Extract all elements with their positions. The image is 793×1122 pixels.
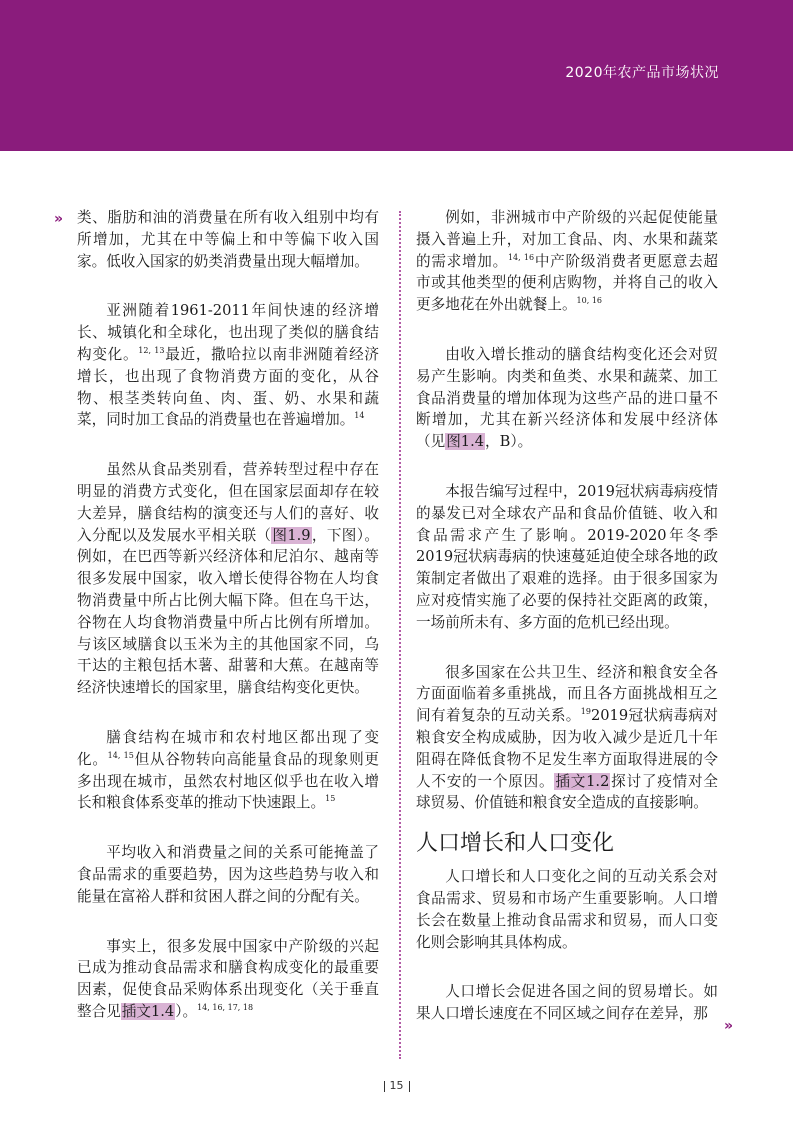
column-divider: [399, 211, 401, 1059]
footer-separator: [384, 1081, 385, 1092]
box-link[interactable]: 插文1.2: [555, 772, 610, 790]
paragraph: 类、脂肪和油的消费量在所有收入组别中均有所增加，尤其在中等偏上和中等偏下收入国家。低收入国家的奶类消费量出现大幅增加。: [77, 209, 379, 270]
paragraph: 人口增长会促进各国之间的贸易增长。如果人口增长速度在不同区域之间存在差异，那: [416, 983, 718, 1023]
page-footer: [0, 1079, 793, 1092]
paragraph: 亚洲随着1961-2011年间快速的经济增长、城镇化和全球化，也出现了类似的膳食结构变化。$^{12, 13}$最近，撒哈拉以南非洲随着经济增长，也出现了食物消费方面的变化，从谷物、根茎类转向鱼、肉、蛋、奶、水果和蔬菜，同时加工食品的消费量也在普遍增加。$^{14}$: [77, 302, 379, 429]
report-title: 2020年农产品市场状况: [565, 65, 719, 81]
paragraph: 平均收入和消费量之间的关系可能掩盖了食品需求的重要趋势，因为这些趋势与收入和能量在富裕人群和贫困人群之间的分配有关。: [77, 844, 379, 905]
paragraph: 事实上，很多发展中国家中产阶级的兴起已成为推动食品需求和膳食构成变化的最重要因素，促使食品采购体系出现变化（关于垂直整合见插文1.4）。$^{14, 16, 17, 18}$: [77, 937, 379, 1020]
continued-from-marker: »: [54, 211, 64, 227]
citation: 15: [325, 794, 336, 804]
figure-link[interactable]: 图1.9: [272, 526, 311, 544]
section-heading: 人口增长和人口变化: [416, 831, 615, 857]
footer-separator: [409, 1081, 410, 1092]
paragraph: 膳食结构在城市和农村地区都出现了变化。$^{14, 15}$但从谷物转向高能量食品的现象则更多出现在城市，虽然农村地区似乎也在收入增长和粮食体系变革的推动下快速跟上。$^{15}$: [77, 728, 379, 812]
paragraph: 本报告编写过程中，2019冠状病毒病疫情的暴发已对全球农产品和食品价值链、收入和食品需求产生了影响。2019-2020年冬季2019冠状病毒病的快速蔓延迫使全球各地的政策制定者做出了艰难的选择。由于很多国家为应对疫情实施了必要的保持社交距离的政策，一场前所未有、多方面的危机已经出现。: [416, 482, 718, 631]
citation: 14: [354, 411, 365, 421]
paragraph: 由收入增长推动的膳食结构变化还会对贸易产生影响。肉类和鱼类、水果和蔬菜、加工食品消费量的增加体现为这些产品的进口量不断增加，尤其在新兴经济体和发展中经济体（见图1.4，B）。: [416, 345, 718, 451]
citation: 14, 16: [507, 252, 535, 262]
box-link[interactable]: 插文1.4: [121, 1002, 175, 1020]
page-number: 15: [389, 1079, 404, 1092]
header-banner: [0, 0, 793, 151]
right-column: [416, 207, 718, 1053]
paragraph: 很多国家在公共卫生、经济和粮食安全各方面面临着多重挑战，而且各方面挑战相互之间有着复杂的互动关系。$^{19}$2019冠状病毒病对粮食安全构成威胁，因为收入减少是近几十年阻碍在降低食物不足发生率方面取得进展的令人不安的一个原因。插文1.2探讨了疫情对全球贸易、价值链和粮食安全造成的直接影响。: [416, 663, 718, 812]
paragraph: 例如，非洲城市中产阶级的兴起促使能量摄入普遍上升，对加工食品、肉、水果和蔬菜的需求增加。$^{14, 16}$中产阶级消费者更愿意去超市或其他类型的便利店购物，并将自己的收入更多地花在外出就餐上。$^{10, 16}$: [416, 209, 718, 314]
figure-link[interactable]: 图1.4: [446, 433, 485, 451]
continued-on-marker: »: [724, 1018, 734, 1034]
left-column: [77, 207, 379, 1051]
citation: 14, 16, 17, 18: [197, 1003, 254, 1013]
citation: 10, 16: [576, 296, 602, 306]
paragraph: 虽然从食品类别看，营养转型过程中存在明显的消费方式变化，但在国家层面却存在较大差异，膳食结构的演变还与人们的喜好、收入分配以及发展水平相关联（图1.9，下图）。例如，在巴西等新兴经济体和尼泊尔、越南等很多发展中国家，收入增长使得谷物在人均食物消费量中所占比例大幅下降。但在乌干达，谷物在人均食物消费量中所占比例有所增加。与该区域膳食以玉米为主的其他国家不同，乌干达的主粮包括木薯、甜薯和大蕉。在越南等经济快速增长的国家里，膳食结构变化更快。: [77, 461, 380, 697]
paragraph: 人口增长和人口变化之间的互动关系会对食品需求、贸易和市场产生重要影响。人口增长会在数量上推动食品需求和贸易，而人口变化则会影响其具体构成。: [416, 868, 718, 951]
citation: 19: [580, 707, 591, 717]
citation: 12, 13: [138, 346, 165, 356]
citation: 14, 15: [107, 750, 134, 760]
